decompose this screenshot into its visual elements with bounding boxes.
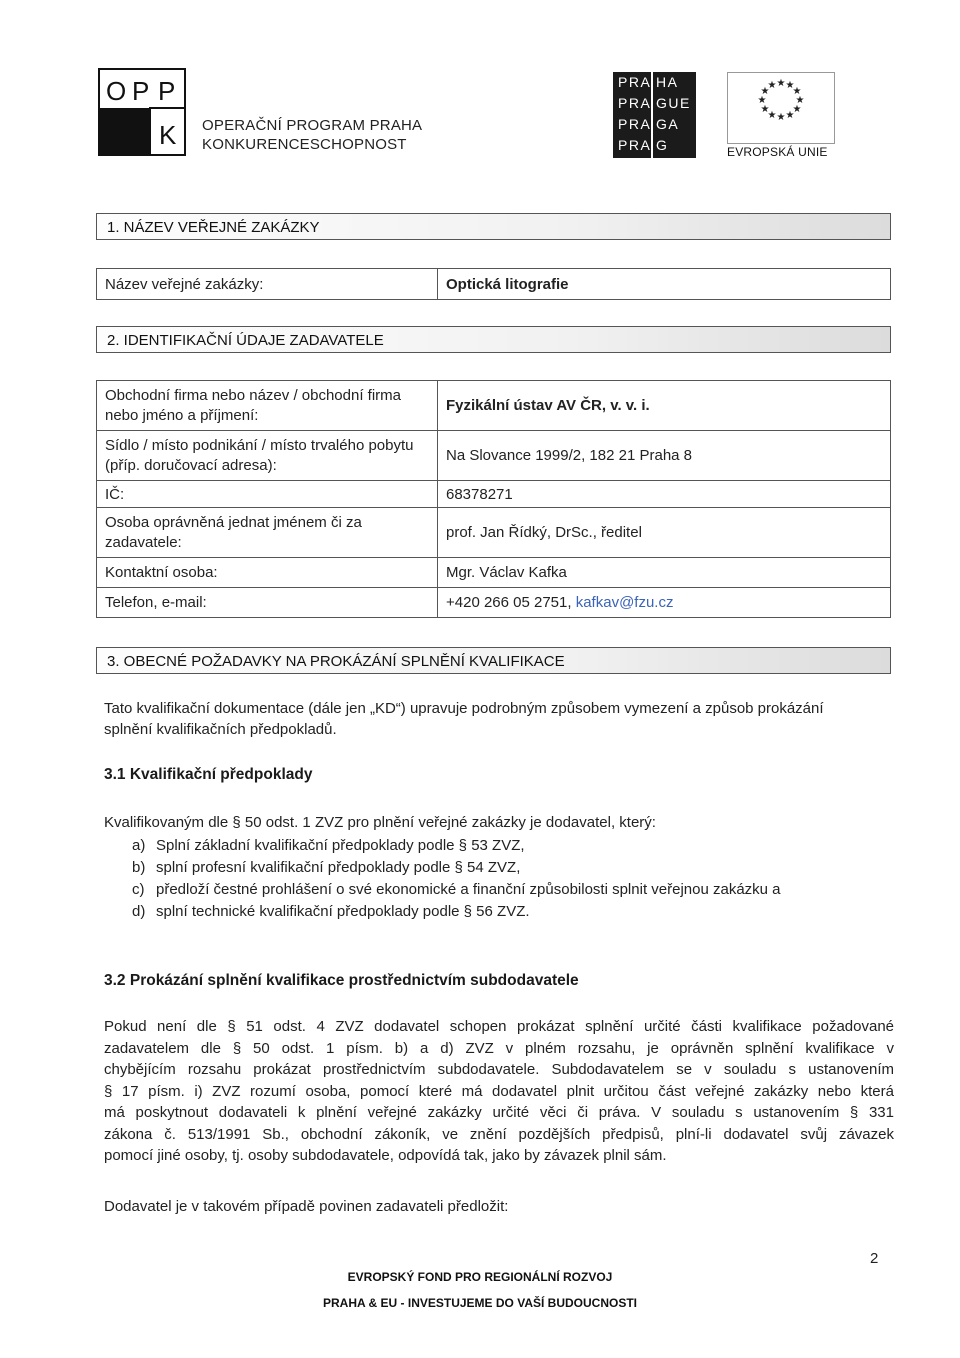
opp-letter-p2: P — [158, 76, 176, 106]
praha-logo-text: GA — [656, 116, 680, 132]
row-label: Telefon, e-mail: — [97, 588, 438, 618]
list-text: předloží čestné prohlášení o své ekonomické a finanční způsobilosti splnit veřejnou zakázku a — [156, 881, 781, 898]
praha-logo-text: GUE — [656, 95, 691, 111]
body-line: pomocí jiné osoby, tj. osoby subdodavatele, odpovídá tak, jako by závazek plnil sám. — [104, 1147, 667, 1164]
body-line: chybějícím rozsahu prokázat prostřednictvím subdodavatele. Subdodavatelem se v souladu s ustanovením — [104, 1061, 894, 1078]
list-marker: c) — [132, 881, 145, 898]
intro-line: splnění kvalifikačních předpokladů. — [104, 721, 337, 738]
body-line: zákona č. 513/1991 Sb., obchodní zákoník, ve znění pozdějších předpisů, plní-li dodavatel svůj závazek — [104, 1125, 894, 1143]
svg-text:★: ★ — [785, 80, 795, 91]
section-3-intro — [104, 698, 904, 740]
subsection-3-2-final: Dodavatel je v takovém případě povinen zadavateli předložit: — [104, 1198, 509, 1215]
section-1-title: 1. NÁZEV VEŘEJNÉ ZAKÁZKY — [107, 219, 320, 236]
table-row — [97, 588, 891, 618]
section-1-header — [96, 213, 891, 240]
eu-label: EVROPSKÁ UNIE — [727, 145, 828, 159]
svg-text:★: ★ — [776, 78, 786, 89]
svg-text:★: ★ — [760, 104, 770, 115]
section-2-title: 2. IDENTIFIKAČNÍ ÚDAJE ZADAVATELE — [107, 332, 384, 349]
svg-text:★: ★ — [757, 95, 767, 106]
program-line2: KONKURENCESCHOPNOST — [202, 136, 407, 153]
praha-logo-text: PRA — [618, 137, 652, 153]
section-3-title: 3. OBECNÉ POŽADAVKY NA PROKÁZÁNÍ SPLNĚNÍ KVALIFIKACE — [107, 653, 565, 670]
body-line: zadavatelem dle § 50 odst. 1 písm. b) a d) ZVZ v plném rozsahu, je oprávněn splnění kvalifikace v — [104, 1039, 894, 1057]
intro-line: Tato kvalifikační dokumentace (dále jen „KD“) upravuje podrobným způsobem vymezení a způsob prokázání — [104, 700, 824, 717]
phone-number: +420 266 05 2751, — [446, 594, 576, 611]
section-2-header — [96, 326, 891, 353]
list-marker: a) — [132, 837, 146, 854]
body-line: má poskytnout dodavateli k plnění veřejné zakázky určité věci či práva. V souladu s ustanovením § 331 — [104, 1104, 894, 1121]
praha-logo — [613, 72, 696, 158]
program-line1: OPERAČNÍ PROGRAM PRAHA — [202, 117, 423, 134]
table-row — [97, 481, 891, 508]
list-marker: b) — [132, 859, 146, 876]
eu-flag-icon — [727, 72, 835, 144]
row-label: Obchodní firma nebo název / obchodní firma nebo jméno a příjmení: — [97, 381, 438, 431]
section-1-table — [96, 268, 891, 300]
list-text: splní technické kvalifikační předpoklady podle § 56 ZVZ. — [156, 903, 530, 920]
row-label: IČ: — [97, 481, 438, 508]
opp-logo — [98, 68, 186, 156]
row-value: prof. Jan Řídký, DrSc., ředitel — [438, 508, 891, 558]
footer-line2: PRAHA & EU - INVESTUJEME DO VAŠÍ BUDOUCNOSTI — [322, 1296, 638, 1310]
opp-letter-p1: P — [132, 76, 150, 106]
praha-logo-text: PRA — [618, 116, 652, 132]
list-marker: d) — [132, 903, 146, 920]
table-row — [97, 269, 891, 300]
row-label: Sídlo / místo podnikání / místo trvalého pobytu (příp. doručovací adresa): — [97, 431, 438, 481]
section-2-table — [96, 380, 891, 618]
subsection-3-2-title: 3.2 Prokázání splnění kvalifikace prostřednictvím subdodavatele — [104, 972, 579, 989]
subsection-3-1-title: 3.1 Kvalifikační předpoklady — [104, 766, 313, 783]
page-number: 2 — [870, 1250, 879, 1267]
row-value: Mgr. Václav Kafka — [438, 558, 891, 588]
svg-text:★: ★ — [760, 86, 770, 97]
svg-text:★: ★ — [767, 110, 777, 121]
row-value: 68378271 — [438, 481, 891, 508]
subsection-3-2-body — [104, 1016, 894, 1167]
svg-text:★: ★ — [776, 112, 786, 123]
praha-logo-text: HA — [656, 74, 679, 90]
table-row — [97, 508, 891, 558]
footer-line1: EVROPSKÝ FOND PRO REGIONÁLNÍ ROZVOJ — [347, 1270, 613, 1284]
list-text: Splní základní kvalifikační předpoklady podle § 53 ZVZ, — [156, 837, 525, 854]
praha-logo-text: G — [656, 137, 669, 153]
svg-text:★: ★ — [767, 80, 777, 91]
opp-letter-o: O — [106, 76, 127, 106]
svg-text:★: ★ — [792, 86, 802, 97]
row-value: Fyzikální ústav AV ČR, v. v. i. — [438, 381, 891, 431]
subsection-3-1-intro: Kvalifikovaným dle § 50 odst. 1 ZVZ pro plnění veřejné zakázky je dodavatel, který: — [104, 814, 656, 831]
table-row — [97, 431, 891, 481]
section-3-header — [96, 647, 891, 674]
body-line: § 17 písm. i) ZVZ rozumí osoba, pomocí které má dodavatel plnit určitou část veřejné zakázky nebo která — [104, 1082, 894, 1100]
praha-logo-text: PRA — [618, 95, 652, 111]
svg-text:★: ★ — [792, 104, 802, 115]
program-name — [202, 116, 422, 154]
row-label: Osoba oprávněná jednat jménem či za zadavatele: — [97, 508, 438, 558]
svg-text:★: ★ — [795, 95, 805, 106]
row-label: Název veřejné zakázky: — [97, 269, 438, 300]
table-row — [97, 381, 891, 431]
body-line: Pokud není dle § 51 odst. 4 ZVZ dodavatel schopen prokázat splnění určité části kvalifikace požadované — [104, 1018, 894, 1035]
row-value: Na Slovance 1999/2, 182 21 Praha 8 — [438, 431, 891, 481]
table-row — [97, 558, 891, 588]
email-link[interactable]: kafkav@fzu.cz — [575, 594, 674, 611]
opp-letter-k: K — [159, 120, 177, 150]
praha-logo-text: PRA — [618, 74, 652, 90]
list-text: splní profesní kvalifikační předpoklady podle § 54 ZVZ, — [156, 859, 521, 876]
row-value: Optická litografie — [438, 269, 891, 300]
svg-text:★: ★ — [785, 110, 795, 121]
row-value — [438, 588, 891, 618]
row-label: Kontaktní osoba: — [97, 558, 438, 588]
